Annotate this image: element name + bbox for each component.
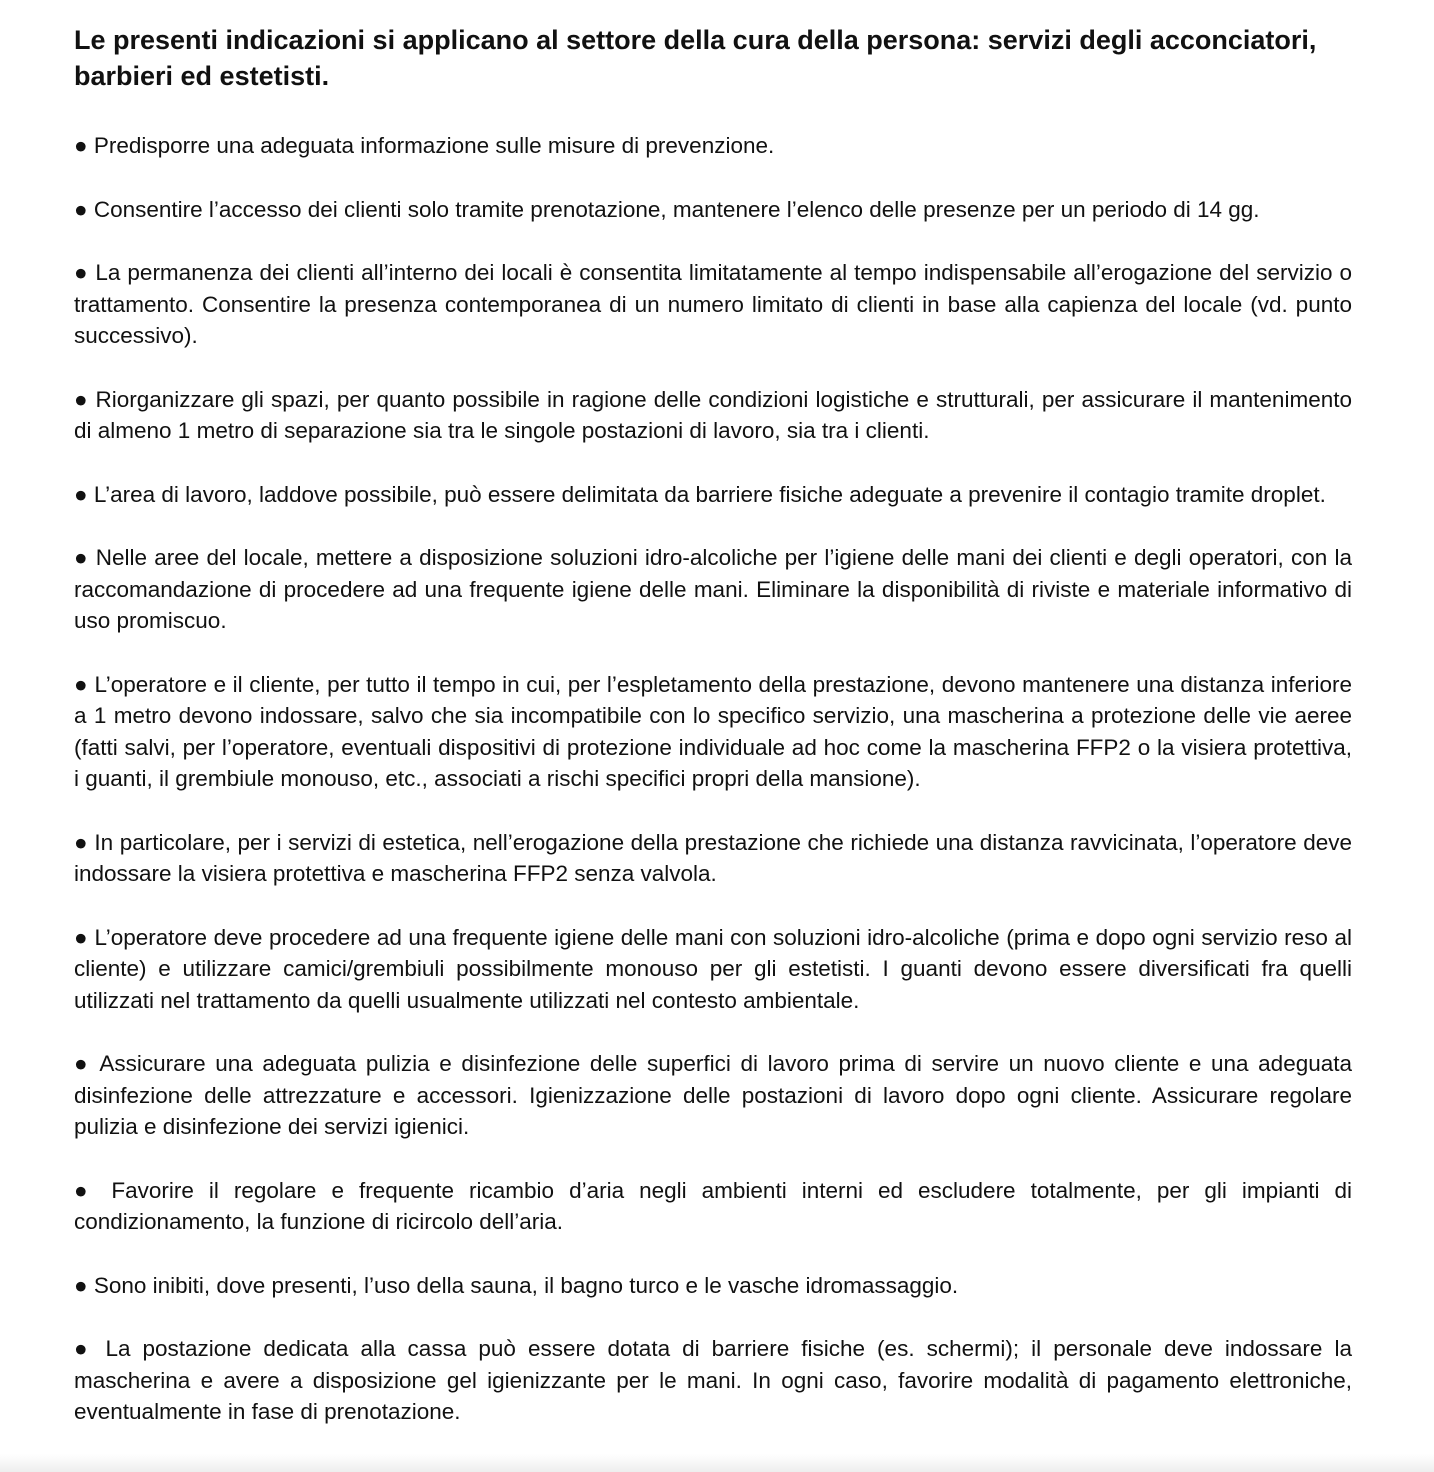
list-item <box>74 1048 1352 1143</box>
list-item-text: In particolare, per i servizi di estetica, nell’erogazione della prestazione che richiede una distanza ravvicinata, l’operatore deve indossare la visiera protettiva e mascherina FFP2 senza valvola. <box>74 829 1352 886</box>
bullet-icon: ● <box>74 260 89 285</box>
list-item-text: Assicurare una adeguata pulizia e disinfezione delle superfici di lavoro prima di servire un nuovo cliente e una adeguata disinfezione delle attrezzature e accessori. Igienizzazione delle postazioni di lavoro dopo ogni cliente. Assicurare regolare pulizia e disinfezione dei servizi igienici. <box>74 1051 1353 1139</box>
list-item <box>74 130 1352 162</box>
bullet-icon: ● <box>74 386 89 412</box>
list-item-text: Riorganizzare gli spazi, per quanto possibile in ragione delle condizioni logistiche e strutturali, per assicurare il mantenimento di almeno 1 metro di separazione sia tra le singole postazioni di lavoro, sia tra i clienti. <box>74 386 1352 443</box>
bullet-icon: ● <box>74 671 88 697</box>
bullet-icon: ● <box>74 133 88 158</box>
list-item <box>74 257 1352 352</box>
list-item <box>74 1175 1352 1238</box>
list-item-text: L’area di lavoro, laddove possibile, può essere delimitata da barriere fisiche adeguate a prevenire il contagio tramite droplet. <box>93 481 1326 507</box>
list-item <box>74 1270 1352 1302</box>
list-item-text: La permanenza dei clienti all’interno dei locali è consentita limitatamente al tempo indispensabile all’erogazione del servizio o trattamento. Consentire la presenza contemporanea di un numero limitato di clienti in base alla capienza del locale (vd. punto successivo). <box>74 260 1352 348</box>
list-item <box>74 384 1352 447</box>
list-item-text: Sono inibiti, dove presenti, l’uso della sauna, il bagno turco e le vasche idromassaggio. <box>93 1272 959 1298</box>
list-item-text: La postazione dedicata alla cassa può essere dotata di barriere fisiche (es. schermi); il personale deve indossare la mascherina e avere a disposizione gel igienizzante per le mani. In ogni caso, favorire modalità di pagamento elettroniche, eventualmente in fase di prenotazione. <box>74 1336 1352 1424</box>
list-item <box>74 669 1352 795</box>
list-item <box>74 1333 1352 1428</box>
bullet-icon: ● <box>74 829 88 855</box>
list-item-text: L’operatore deve procedere ad una frequente igiene delle mani con soluzioni idro-alcoliche (prima e dopo ogni servizio reso al cliente) e utilizzare camici/grembiuli possibilmente monouso per gli estetisti. I guanti devono essere diversificati fra quelli utilizzati nel trattamento da quelli usualmente utilizzati nel contesto ambientale. <box>74 924 1352 1013</box>
bullet-icon: ● <box>74 1177 97 1203</box>
guideline-list <box>74 130 1352 1428</box>
list-item-text: Consentire l’accesso dei clienti solo tramite prenotazione, mantenere l’elenco delle presenze per un periodo di 14 gg. <box>93 196 1260 222</box>
list-item <box>74 479 1352 511</box>
bullet-icon: ● <box>74 1336 94 1361</box>
bullet-icon: ● <box>74 924 88 950</box>
document-title: Le presenti indicazioni si applicano al settore della cura della persona: servizi degli acconciatori, barbieri ed estetisti. <box>74 25 1317 91</box>
bullet-icon: ● <box>74 1272 88 1298</box>
document <box>74 22 1352 1460</box>
list-item <box>74 542 1352 637</box>
list-item-text: Nelle aree del locale, mettere a disposizione soluzioni idro-alcoliche per l’igiene delle mani dei clienti e degli operatori, con la raccomandazione di procedere ad una frequente igiene delle mani. Eliminare la disponibilità di riviste e materiale informativo di uso promiscuo. <box>74 545 1352 633</box>
bottom-edge-shadow <box>0 1454 1434 1472</box>
list-item <box>74 194 1352 226</box>
list-item-text: Favorire il regolare e frequente ricambio d’aria negli ambienti interni ed escludere totalmente, per gli impianti di condizionamento, la funzione di ricircolo dell’aria. <box>74 1177 1352 1234</box>
list-item-text: L’operatore e il cliente, per tutto il tempo in cui, per l’espletamento della prestazione, devono mantenere una distanza inferiore a 1 metro devono indossare, salvo che sia incompatibile con lo specifico servizio, una mascherina a protezione delle vie aeree (fatti salvi, per l’operatore, eventuali dispositivi di protezione individuale ad hoc come la mascherina FFP2 o la visiera protettiva, i guanti, il grembiule monouso, etc., associati a rischi specifici propri della mansione). <box>74 671 1352 791</box>
list-item-text: Predisporre una adeguata informazione sulle misure di prevenzione. <box>93 133 775 158</box>
bullet-icon: ● <box>74 196 88 222</box>
bullet-icon: ● <box>74 545 89 570</box>
bullet-icon: ● <box>74 481 88 507</box>
bullet-icon: ● <box>74 1051 91 1076</box>
list-item <box>74 827 1352 890</box>
list-item <box>74 922 1352 1017</box>
